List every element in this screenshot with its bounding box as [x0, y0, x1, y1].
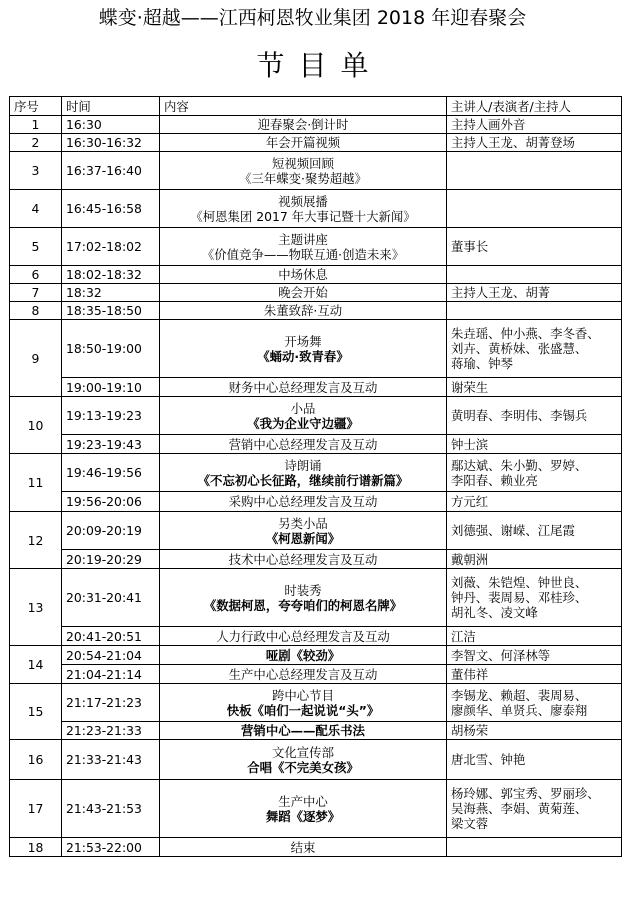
program-performer-line: 董事长 — [451, 239, 489, 254]
program-performer — [447, 397, 622, 435]
program-content — [160, 435, 447, 454]
program-content-line: 结束 — [290, 839, 316, 855]
program-content-line: 生产中心总经理发言及互动 — [228, 666, 378, 682]
program-number: 3 — [10, 152, 62, 190]
program-number: 8 — [10, 302, 62, 320]
program-time: 16:37-16:40 — [62, 152, 160, 190]
program-content-line: 《不忘初心长征路，继续前行谱新篇》 — [197, 472, 409, 488]
program-time: 17:02-18:02 — [62, 228, 160, 266]
program-number: 5 — [10, 228, 62, 266]
program-number: 17 — [10, 780, 62, 838]
table-row — [10, 116, 622, 134]
program-content-line: 采购中心总经理发言及互动 — [228, 494, 378, 509]
program-content — [160, 684, 447, 722]
program-content-line: 舞蹈《逐梦》 — [265, 808, 341, 824]
program-performer-line: 刘薇、朱铠煌、钟世良、 — [451, 575, 588, 590]
table-row — [10, 378, 622, 397]
page-subtitle: 节目单 — [256, 49, 383, 82]
program-content — [160, 492, 447, 512]
program-time: 19:23-19:43 — [62, 435, 160, 454]
program-content — [160, 190, 447, 228]
program-content-line: 视频展播 — [278, 193, 328, 209]
table-row — [10, 492, 622, 512]
program-content — [160, 665, 447, 684]
table-row — [10, 646, 622, 665]
program-performer-line: 刘卉、黄桥妹、张盛慧、 — [451, 341, 588, 356]
program-performer — [447, 266, 622, 284]
program-performer — [447, 152, 622, 190]
program-content — [160, 152, 447, 190]
program-content-line: 财务中心总经理发言及互动 — [228, 379, 378, 395]
table-row — [10, 512, 622, 550]
program-time: 21:23-21:33 — [62, 722, 160, 740]
table-row — [10, 284, 622, 302]
program-time: 19:00-19:10 — [62, 378, 160, 397]
program-performer — [447, 627, 622, 646]
program-content-line: 营销中心——配乐书法 — [241, 723, 365, 738]
table-header-row — [10, 97, 622, 116]
program-content-line: 迎春聚会·倒计时 — [257, 117, 349, 132]
program-content — [160, 320, 447, 378]
program-content-line: 《三年蝶变·聚势超越》 — [239, 170, 367, 186]
program-performer-line: 钟丹、裴周易、邓桂珍、 — [451, 590, 588, 605]
program-performer-line: 方元红 — [451, 494, 489, 509]
program-time: 21:53-22:00 — [62, 838, 160, 857]
program-content — [160, 740, 447, 780]
program-performer-line: 鄢达斌、朱小勤、罗婷、 — [451, 457, 588, 473]
program-content — [160, 266, 447, 284]
program-performer — [447, 492, 622, 512]
program-performer-line: 李锡龙、赖超、裴周易、 — [451, 687, 588, 703]
program-time: 20:31-20:41 — [62, 569, 160, 627]
program-content — [160, 378, 447, 397]
table-row — [10, 435, 622, 454]
program-performer — [447, 302, 622, 320]
program-performer-line: 谢荣生 — [451, 379, 489, 395]
column-header-no: 序号 — [10, 97, 62, 116]
program-number: 12 — [10, 512, 62, 569]
page-title: 蝶变·超越——江西柯恩牧业集团 2018 年迎春聚会 — [98, 7, 527, 29]
program-performer — [447, 378, 622, 397]
program-time: 18:02-18:32 — [62, 266, 160, 284]
program-performer-line: 钟士滨 — [451, 436, 489, 452]
program-number: 18 — [10, 838, 62, 857]
program-performer — [447, 435, 622, 454]
program-performer — [447, 569, 622, 627]
program-content-line: 文化宣传部 — [272, 744, 334, 760]
program-number: 1 — [10, 116, 62, 134]
program-performer-line: 主持人王龙、胡菁登场 — [451, 135, 575, 150]
program-content — [160, 550, 447, 569]
program-performer — [447, 284, 622, 302]
program-time: 21:33-21:43 — [62, 740, 160, 780]
program-content-line: 中场休息 — [278, 267, 328, 282]
program-content — [160, 780, 447, 838]
program-content-line: 营销中心总经理发言及互动 — [228, 436, 378, 452]
program-performer — [447, 116, 622, 134]
program-content-line: 《柯恩集团 2017 年大事记暨十大新闻》 — [190, 208, 416, 224]
program-number: 14 — [10, 646, 62, 684]
table-row — [10, 152, 622, 190]
program-performer — [447, 665, 622, 684]
program-time: 18:32 — [62, 284, 160, 302]
program-content — [160, 646, 447, 665]
program-content — [160, 397, 447, 435]
program-content-line: 另类小品 — [278, 515, 328, 531]
program-time: 21:17-21:23 — [62, 684, 160, 722]
table-row — [10, 684, 622, 722]
program-content-line: 快板《咱们一起说说“头”》 — [226, 702, 380, 718]
column-header-time: 时间 — [62, 97, 160, 116]
program-content — [160, 512, 447, 550]
column-header-host: 主讲人/表演者/主持人 — [447, 97, 622, 116]
program-performer-line: 刘德强、谢嵘、江尾霞 — [451, 523, 575, 538]
program-content-line: 人力行政中心总经理发言及互动 — [216, 628, 390, 644]
program-number: 11 — [10, 454, 62, 512]
program-content — [160, 116, 447, 134]
table-row — [10, 228, 622, 266]
program-content-line: 《蛹动·致青春》 — [257, 348, 349, 364]
program-content-line: 年会开篇视频 — [265, 135, 341, 150]
table-row — [10, 627, 622, 646]
table-row — [10, 190, 622, 228]
program-performer-line: 吴海燕、李娟、黄菊莲、 — [451, 801, 588, 816]
program-performer — [447, 780, 622, 838]
program-content-line: 哑剧《较劲》 — [265, 647, 341, 663]
program-performer-line: 朱垚瑶、仲小燕、李冬香、 — [451, 326, 600, 341]
program-time: 19:13-19:23 — [62, 397, 160, 435]
program-number: 4 — [10, 190, 62, 228]
program-performer — [447, 550, 622, 569]
program-performer — [447, 512, 622, 550]
table-row — [10, 838, 622, 857]
program-content-line: 诗朗诵 — [284, 457, 322, 473]
program-performer — [447, 320, 622, 378]
program-performer — [447, 134, 622, 152]
program-content — [160, 134, 447, 152]
program-content — [160, 454, 447, 492]
table-row — [10, 740, 622, 780]
table-row — [10, 397, 622, 435]
program-content — [160, 722, 447, 740]
program-number: 10 — [10, 397, 62, 454]
program-time: 16:30 — [62, 116, 160, 134]
program-content-line: 时装秀 — [284, 582, 322, 598]
program-content — [160, 228, 447, 266]
program-time: 16:30-16:32 — [62, 134, 160, 152]
program-content — [160, 838, 447, 857]
program-performer-line: 胡杨荣 — [451, 723, 489, 738]
program-content-line: 主题讲座 — [278, 231, 328, 247]
program-performer-line: 杨玲娜、郭宝秀、罗丽珍、 — [451, 786, 600, 801]
program-time: 19:46-19:56 — [62, 454, 160, 492]
program-time: 21:43-21:53 — [62, 780, 160, 838]
program-performer-line: 李智文、何泽林等 — [451, 647, 551, 663]
program-content-line: 合唱《不完美女孩》 — [247, 759, 359, 775]
program-table-body — [10, 116, 622, 857]
table-row — [10, 780, 622, 838]
program-number: 15 — [10, 684, 62, 740]
program-content-line: 开场舞 — [284, 333, 322, 349]
table-row — [10, 665, 622, 684]
program-content-line: 《数据柯恩，夸夸咱们的柯恩名牌》 — [203, 597, 403, 613]
program-performer — [447, 740, 622, 780]
program-performer — [447, 838, 622, 857]
program-performer — [447, 228, 622, 266]
program-content — [160, 569, 447, 627]
program-time: 20:54-21:04 — [62, 646, 160, 665]
program-content-line: 跨中心节目 — [272, 687, 334, 703]
program-number: 16 — [10, 740, 62, 780]
program-number: 9 — [10, 320, 62, 397]
program-time: 20:19-20:29 — [62, 550, 160, 569]
program-performer-line: 主持人画外音 — [451, 117, 526, 132]
program-number: 13 — [10, 569, 62, 646]
table-row — [10, 550, 622, 569]
program-time: 19:56-20:06 — [62, 492, 160, 512]
program-table — [9, 96, 622, 857]
program-performer-line: 戴朝洲 — [451, 551, 489, 567]
program-time: 18:35-18:50 — [62, 302, 160, 320]
table-row — [10, 454, 622, 492]
program-number: 7 — [10, 284, 62, 302]
program-content — [160, 284, 447, 302]
program-content — [160, 627, 447, 646]
program-performer — [447, 684, 622, 722]
table-row — [10, 320, 622, 378]
program-performer-line: 主持人王龙、胡菁 — [451, 285, 551, 300]
program-content-line: 技术中心总经理发言及互动 — [228, 551, 378, 567]
program-content-line: 朱董致辞·互动 — [263, 303, 343, 318]
program-performer-line: 梁文蓉 — [451, 816, 489, 831]
table-row — [10, 722, 622, 740]
program-content-line: 《柯恩新闻》 — [265, 530, 341, 546]
program-time: 20:09-20:19 — [62, 512, 160, 550]
program-performer-line: 胡礼冬、凌文峰 — [451, 605, 538, 620]
program-time: 18:50-19:00 — [62, 320, 160, 378]
program-performer-line: 廖颜华、单贤兵、廖泰翔 — [451, 702, 588, 718]
program-number: 6 — [10, 266, 62, 284]
program-performer — [447, 454, 622, 492]
program-performer-line: 蒋瑜、钟琴 — [451, 356, 513, 371]
program-content-line: 《我为企业守边疆》 — [247, 415, 359, 431]
table-row — [10, 302, 622, 320]
program-performer-line: 黄明春、李明伟、李锡兵 — [451, 408, 588, 423]
program-performer — [447, 190, 622, 228]
program-performer-line: 唐北雪、钟艳 — [451, 752, 526, 767]
program-performer-line: 江洁 — [451, 628, 476, 644]
program-content-line: 《价值竞争——物联互通·创造未来》 — [201, 246, 405, 262]
program-content-line: 生产中心 — [278, 793, 328, 809]
program-performer — [447, 722, 622, 740]
table-row — [10, 569, 622, 627]
program-time: 16:45-16:58 — [62, 190, 160, 228]
program-performer-line: 李阳春、赖业亮 — [451, 472, 538, 488]
program-number: 2 — [10, 134, 62, 152]
program-performer — [447, 646, 622, 665]
program-content — [160, 302, 447, 320]
program-time: 20:41-20:51 — [62, 627, 160, 646]
program-content-line: 晚会开始 — [278, 285, 328, 300]
program-time: 21:04-21:14 — [62, 665, 160, 684]
program-content-line: 短视频回顾 — [272, 155, 334, 171]
program-performer-line: 董伟祥 — [451, 666, 489, 682]
table-row — [10, 134, 622, 152]
table-row — [10, 266, 622, 284]
program-content-line: 小品 — [290, 400, 316, 416]
column-header-content: 内容 — [160, 97, 447, 116]
